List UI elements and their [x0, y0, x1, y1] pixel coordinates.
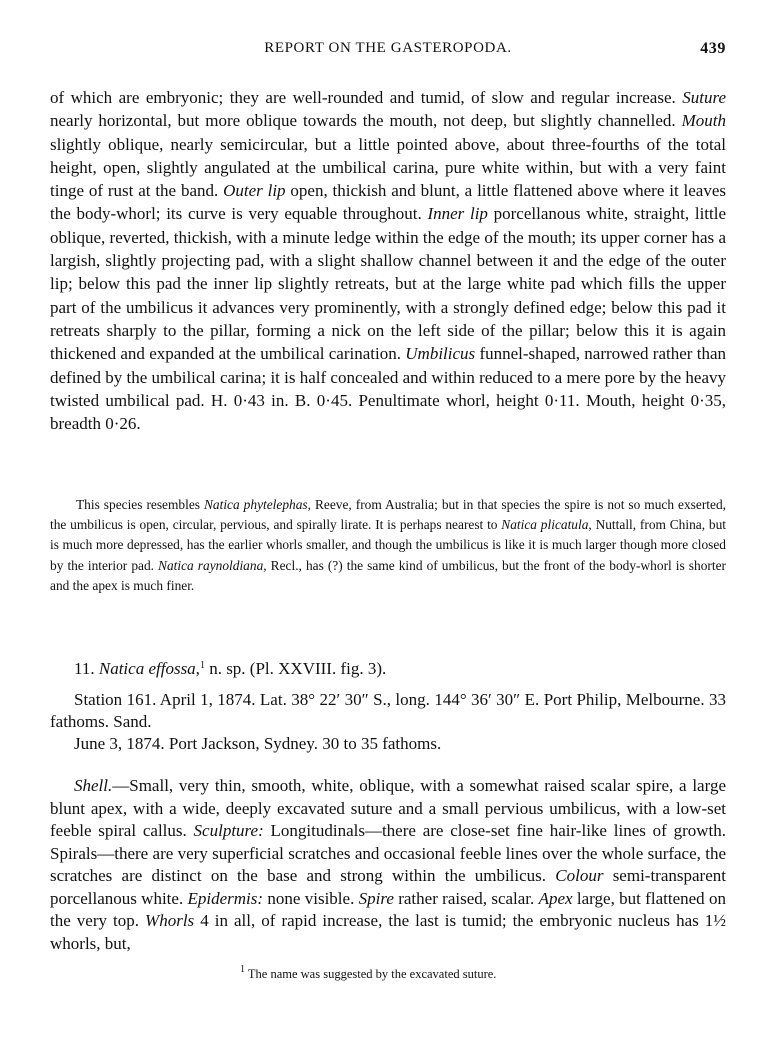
- note-text: , Recl., has (?) the same kind of umbilicus, but the front of the body-whorl is shorter and the apex is much finer.: [50, 557, 726, 593]
- station-line: Station 161. April 1, 1874. Lat. 38° 22′ 30″ S., long. 144° 36′ 30″ E. Port Philip, Melbourne. 33 fathoms. Sand.: [50, 690, 726, 731]
- station-records: [50, 689, 726, 755]
- comparison-note: [50, 495, 726, 596]
- mouth-label: Mouth: [681, 111, 726, 131]
- note-text: , Reeve, from Australia; but in that species the spire is not so much exserted, the umbilicus is open, circular, pervious, and spirally lirate. It is perhaps nearest to: [50, 497, 727, 533]
- shell-text: 4 in all, of rapid increase, the last is tumid; the embryonic nucleus has 1½ whorls, but,: [50, 911, 727, 953]
- note-text: , Nuttall, from China, but is much more depressed, has the earlier whorls smaller, and though the umbilicus is like it is much larger though more closed by the interior pad.: [50, 517, 726, 573]
- species-heading-rest: n. sp. (Pl. XXVIII. fig. 3).: [204, 659, 387, 678]
- description-paragraph: [50, 86, 726, 435]
- species-name: Natica plicatula: [501, 517, 589, 533]
- footnote: [50, 966, 776, 982]
- shell-text: Longitudinals—there are close-set fine hair-like lines of growth. Spirals—there are very superficial scratches and occasional feeble lines over the whole surface, the scratches are distinct on the base and strong within the umbilicus.: [50, 821, 726, 885]
- running-title: REPORT ON THE GASTEROPODA.: [264, 40, 512, 56]
- outer-lip-label: Outer lip: [223, 181, 286, 201]
- desc-text: nearly horizontal, but more oblique towards the mouth, not deep, but slightly channelled.: [50, 111, 682, 131]
- species-heading-name: Natica effossa,: [98, 659, 200, 678]
- desc-text: open, thickish and blunt, a little flattened above where it leaves the body-whorl; its curve is very equable throughout.: [50, 181, 726, 224]
- inner-lip-label: Inner lip: [427, 204, 488, 224]
- species-number: 11.: [74, 659, 99, 678]
- shell-text: rather raised, scalar.: [393, 888, 539, 908]
- shell-text: large, but flattened on the very top.: [50, 888, 726, 930]
- species-name: Natica raynoldiana: [158, 557, 264, 573]
- suture-label: Suture: [682, 88, 726, 107]
- desc-text: of which are embryonic; they are well-rounded and tumid, of slow and regular increase.: [50, 88, 683, 107]
- desc-text: porcellanous white, straight, little oblique, reverted, thickish, with a minute ledge within the edge of the mouth; its upper corner has a largish, slightly projecting pad, with a slight shallow channel between it and the edge of the outer lip; below this pad the inner lip slightly retreats, but at the large white pad which fills the upper part of the umbilicus it advances very prominently, with a strongly defined edge; below this pad it retreats sharply to the pillar, forming a nick on the left side of the pillar; below this it is again thickened and expanded at the umbilical carination.: [50, 204, 727, 364]
- desc-text: slightly oblique, nearly semicircular, but a little pointed above, about three-fourths of the total height, open, slightly angulated at the umbilical carina, pure white within, but with a very faint tinge of rust at the band.: [50, 134, 726, 201]
- footnote-reference[interactable]: 1: [199, 660, 205, 671]
- running-header: [50, 40, 726, 64]
- apex-label: Apex: [538, 888, 573, 908]
- sculpture-label: Sculpture:: [193, 821, 264, 840]
- shell-text: none visible.: [263, 888, 359, 908]
- note-text: This species resembles: [76, 497, 204, 512]
- epidermis-label: Epidermis:: [187, 888, 264, 908]
- spire-label: Spire: [358, 888, 394, 908]
- whorls-label: Whorls: [145, 911, 195, 930]
- footnote-mark: 1: [240, 964, 245, 975]
- shell-text: —Small, very thin, smooth, white, oblique, with a somewhat raised scalar spire, a large blunt apex, with a wide, deeply excavated suture and a small pervious umbilicus, with a low-set feeble spiral callus.: [50, 776, 726, 840]
- shell-text: semi-transparent porcellanous white.: [50, 866, 726, 908]
- species-heading: [50, 657, 750, 680]
- page-number: 439: [700, 40, 726, 57]
- umbilicus-label: Umbilicus: [405, 344, 476, 364]
- desc-text: funnel-shaped, narrowed rather than defined by the umbilical carina; it is half concealed and within reduced to a mere pore by the heavy twisted umbilical pad. H. 0·43 in. B. 0·45. Penultimate whorl, height 0·11. Mouth, height 0·35, breadth 0·26.: [50, 344, 726, 434]
- shell-label: Shell.: [74, 776, 113, 795]
- colour-label: Colour: [555, 866, 604, 885]
- species-name: Natica phytelephas: [203, 497, 308, 512]
- shell-description: [50, 775, 726, 955]
- footnote-text: The name was suggested by the excavated suture.: [245, 967, 497, 981]
- station-line: June 3, 1874. Port Jackson, Sydney. 30 to 35 fathoms.: [74, 734, 442, 753]
